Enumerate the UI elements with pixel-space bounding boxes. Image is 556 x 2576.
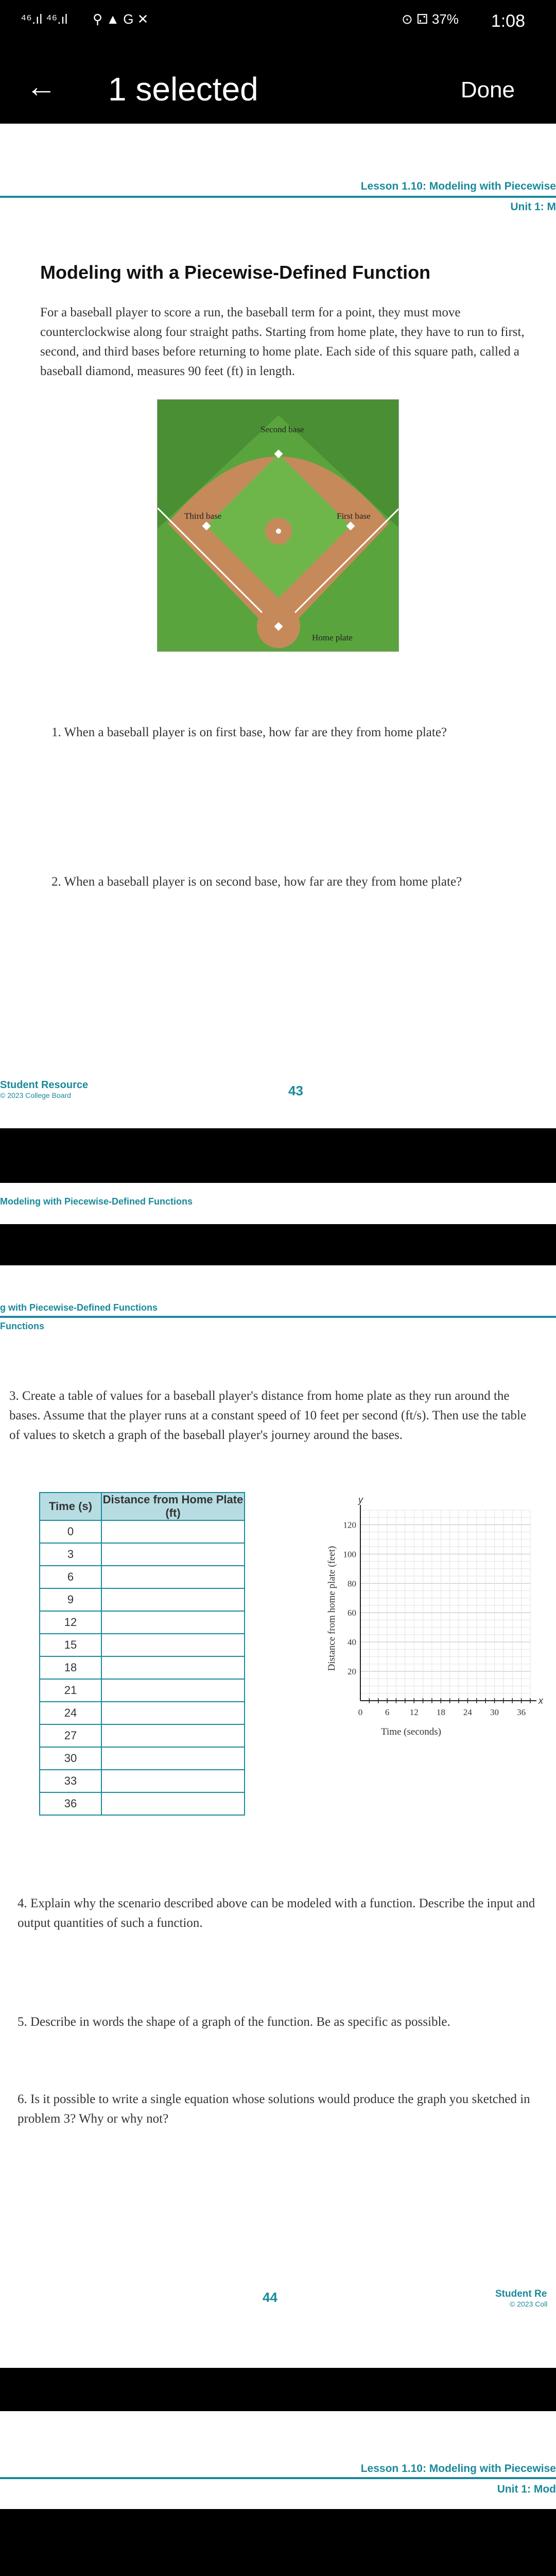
table-row xyxy=(40,1747,245,1770)
back-arrow-icon[interactable]: ← xyxy=(26,69,57,104)
time-cell: 0 xyxy=(40,1520,101,1543)
question-1: 1. When a baseball player is on first base, how far are they from home plate? xyxy=(51,725,447,739)
table-row xyxy=(40,1588,245,1611)
x-tick-label: 12 xyxy=(409,1707,419,1717)
table-header-time: Time (s) xyxy=(40,1493,101,1520)
time-cell: 12 xyxy=(40,1611,101,1634)
distance-cell[interactable] xyxy=(101,1656,245,1679)
footer-resource: Student Re xyxy=(495,2289,547,2299)
y-tick-label: 40 xyxy=(348,1637,356,1648)
time-cell: 24 xyxy=(40,1702,101,1724)
footer-resource: Student Resource xyxy=(0,1079,89,1091)
question-5: 5. Describe in words the shape of a graph of the function. Be as specific as possible. xyxy=(18,2015,450,2029)
unit-header: Unit 1: M xyxy=(510,201,556,213)
x-tick-label: 0 xyxy=(358,1707,363,1717)
x-tick-label: 18 xyxy=(436,1707,445,1717)
x-tick-label: 6 xyxy=(385,1707,390,1717)
distance-cell[interactable] xyxy=(101,1588,245,1611)
distance-cell[interactable] xyxy=(101,1566,245,1588)
table-row xyxy=(40,1656,245,1679)
question-6: 6. Is it possible to write a single equation whose solutions would produce the graph you sketched in problem 3? Why or why not? xyxy=(18,2092,530,2126)
distance-cell[interactable] xyxy=(101,1634,245,1656)
time-cell: 9 xyxy=(40,1588,101,1611)
distance-cell[interactable] xyxy=(101,1770,245,1792)
time-cell: 21 xyxy=(40,1679,101,1702)
time-cell: 30 xyxy=(40,1747,101,1770)
table-row xyxy=(40,1611,245,1634)
time-cell: 33 xyxy=(40,1770,101,1792)
question-4: 4. Explain why the scenario described above can be modeled with a function. Describe the input and output quantities of such a function. xyxy=(18,1896,535,1930)
battery-indicator: ⊙ ⚁ 37% xyxy=(402,11,459,27)
time-cell: 18 xyxy=(40,1656,101,1679)
home-plate-label: Home plate xyxy=(312,633,353,642)
second-base-label: Second base xyxy=(260,425,304,434)
table-row xyxy=(40,1724,245,1747)
distance-cell[interactable] xyxy=(101,1724,245,1747)
distance-cell[interactable] xyxy=(101,1747,245,1770)
time-cell: 27 xyxy=(40,1724,101,1747)
first-base-label: First base xyxy=(337,511,371,521)
section-subheader: Functions xyxy=(0,1321,44,1331)
section-header: g with Piecewise-Defined Functions xyxy=(0,1302,158,1313)
time-cell: 6 xyxy=(40,1566,101,1588)
table-row xyxy=(40,1566,245,1588)
status-bar xyxy=(0,0,556,31)
distance-time-graph xyxy=(319,1484,546,1768)
y-tick-label: 120 xyxy=(343,1520,356,1530)
x-tick-label: 30 xyxy=(490,1707,499,1717)
page-43 xyxy=(0,124,556,1128)
table-header-distance: Distance from Home Plate (ft) xyxy=(101,1493,245,1520)
intro-paragraph: For a baseball player to score a run, the baseball term for a point, they must move counterclockwise along four straight paths. Starting from home plate, they have to run to first, second, and third bases before returning to home plate. Each side of this square path, called a baseball diamond, measures 90 feet (ft) in length. xyxy=(40,306,525,378)
question-3: 3. Create a table of values for a baseball player's distance from home plate as they run around the bases. Assume that the player runs at a constant speed of 10 feet per second (ft/s). Then use the table of values to sketch a graph of the baseball player's journey around the bases. xyxy=(9,1389,527,1442)
running-header: Modeling with Piecewise-Defined Functions xyxy=(0,1196,193,1207)
footer-copyright: © 2023 Coll xyxy=(510,2300,548,2308)
y-axis-letter: y xyxy=(358,1495,363,1505)
x-tick-label: 24 xyxy=(463,1707,472,1717)
table-row xyxy=(40,1679,245,1702)
table-row xyxy=(40,1792,245,1815)
distance-cell[interactable] xyxy=(101,1611,245,1634)
done-button[interactable]: Done xyxy=(460,77,515,103)
clock: 1:08 xyxy=(491,11,525,31)
distance-cell[interactable] xyxy=(101,1543,245,1566)
y-tick-label: 60 xyxy=(348,1608,356,1618)
distance-cell[interactable] xyxy=(101,1520,245,1543)
y-tick-label: 20 xyxy=(348,1667,356,1677)
graph-y-label: Distance from home plate (feet) xyxy=(326,1546,337,1671)
time-cell: 36 xyxy=(40,1792,101,1815)
distance-cell[interactable] xyxy=(101,1792,245,1815)
table-row xyxy=(40,1702,245,1724)
footer-copyright: © 2023 College Board xyxy=(0,1091,71,1099)
table-row xyxy=(40,1520,245,1543)
x-tick-label: 36 xyxy=(517,1707,526,1717)
page-number: 44 xyxy=(263,2290,277,2305)
y-tick-label: 100 xyxy=(343,1549,356,1560)
lesson-header: Lesson 1.10: Modeling with Piecewise xyxy=(360,180,556,192)
y-tick-label: 80 xyxy=(348,1579,356,1589)
signal-icon: ⁴⁶.ıl ⁴⁶.ıl xyxy=(21,11,68,27)
selection-toolbar xyxy=(0,52,556,124)
values-table xyxy=(39,1492,245,1816)
time-cell: 15 xyxy=(40,1634,101,1656)
distance-cell[interactable] xyxy=(101,1679,245,1702)
baseball-diamond-figure xyxy=(157,399,399,652)
table-row xyxy=(40,1634,245,1656)
distance-cell[interactable] xyxy=(101,1702,245,1724)
page-44 xyxy=(0,1183,556,2368)
selection-title: 1 selected xyxy=(108,71,258,108)
lesson-header: Lesson 1.10: Modeling with Piecewise xyxy=(360,2463,556,2475)
page-title: Modeling with a Piecewise-Defined Function xyxy=(40,262,431,283)
third-base-label: Third base xyxy=(184,511,222,521)
page-number: 43 xyxy=(288,1083,303,1098)
page-45 xyxy=(0,2411,556,2576)
x-axis-letter: x xyxy=(538,1696,543,1706)
unit-header: Unit 1: Mod xyxy=(497,2483,556,2495)
table-row xyxy=(40,1770,245,1792)
question-2: 2. When a baseball player is on second base, how far are they from home plate? xyxy=(51,875,462,889)
time-cell: 3 xyxy=(40,1543,101,1566)
graph-x-label: Time (seconds) xyxy=(381,1726,441,1737)
table-row xyxy=(40,1543,245,1566)
notification-icons: ⚲ ▲ G ✕ xyxy=(93,11,149,27)
